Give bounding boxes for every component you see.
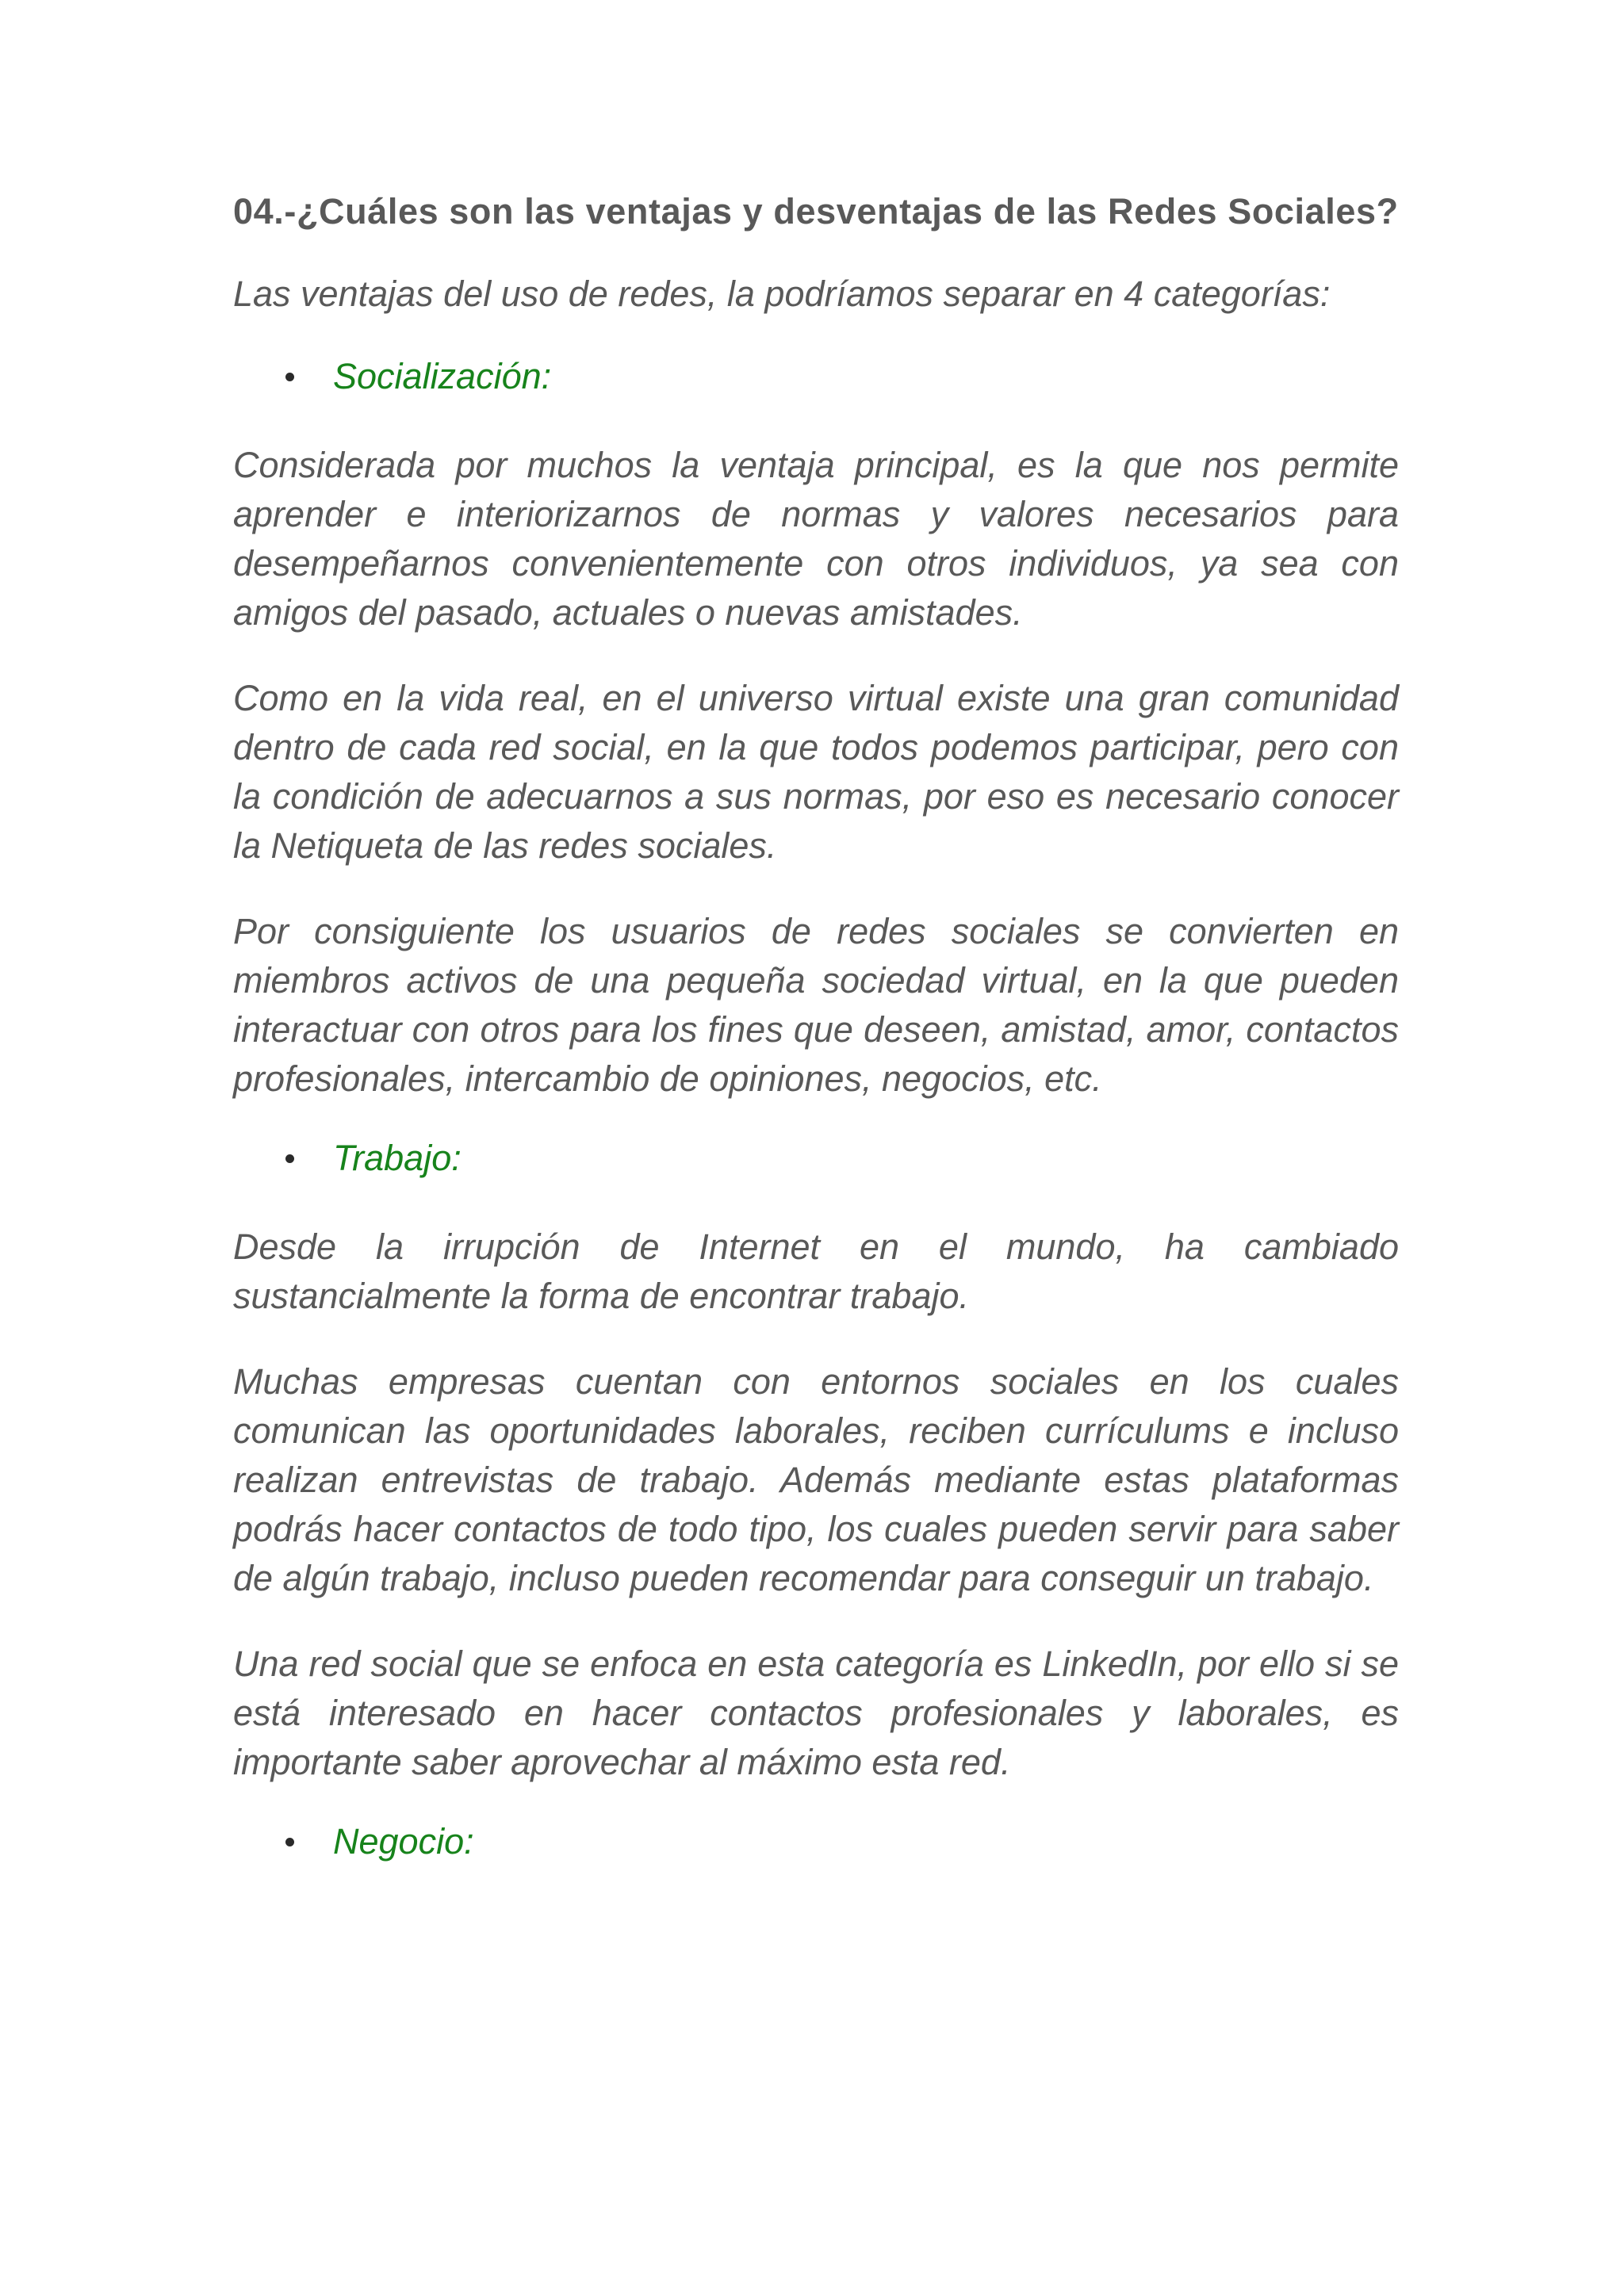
bullet-title: Socialización: <box>333 356 552 396</box>
bullet-item-negocio <box>233 1817 1399 1866</box>
body-paragraph: Muchas empresas cuentan con entornos sociales en los cuales comunican las oportunidades laborales, reciben currículums e incluso realizan entrevistas de trabajo. Además mediante estas plataformas podrás hacer contactos de todo tipo, los cuales pueden servir para saber de algún trabajo, incluso pueden recomendar para conseguir un trabajo. <box>233 1361 1399 1598</box>
body-paragraph: Considerada por muchos la ventaja principal, es la que nos permite aprender e interiorizarnos de normas y valores necesarios para desempeñarnos convenientemente con otros individuos, ya sea con amigos del pasado, actuales o nuevas amistades. <box>233 445 1399 633</box>
bullet-item-socializacion <box>233 352 1399 401</box>
intro-paragraph: Las ventajas del uso de redes, la podríamos separar en 4 categorías: <box>233 274 1331 314</box>
bullet-dot-icon <box>285 373 294 381</box>
body-paragraph: Como en la vida real, en el universo virtual existe una gran comunidad dentro de cada red social, en la que todos podemos participar, pero con la condición de adecuarnos a sus normas, por eso es necesario conocer la Netiqueta de las redes sociales. <box>233 678 1399 866</box>
bullet-title: Trabajo: <box>333 1138 462 1178</box>
body-paragraph: Desde la irrupción de Internet en el mundo, ha cambiado sustancialmente la forma de encontrar trabajo. <box>233 1226 1399 1316</box>
bullet-title: Negocio: <box>333 1821 474 1862</box>
bullet-item-trabajo <box>233 1134 1399 1183</box>
bullet-dot-icon <box>285 1838 294 1846</box>
body-paragraph: Por consiguiente los usuarios de redes sociales se convierten en miembros activos de una pequeña sociedad virtual, en la que pueden interactuar con otros para los fines que deseen, amistad, amor, contactos profesionales, intercambio de opiniones, negocios, etc. <box>233 911 1399 1099</box>
document-content <box>233 187 1399 1866</box>
body-paragraph: Una red social que se enfoca en esta categoría es LinkedIn, por ello si se está interesado en hacer contactos profesionales y laborales, es importante saber aprovechar al máximo esta red. <box>233 1644 1399 1782</box>
page-title: 04.-¿Cuáles son las ventajas y desventajas de las Redes Sociales? <box>233 191 1399 232</box>
bullet-dot-icon <box>285 1154 294 1163</box>
